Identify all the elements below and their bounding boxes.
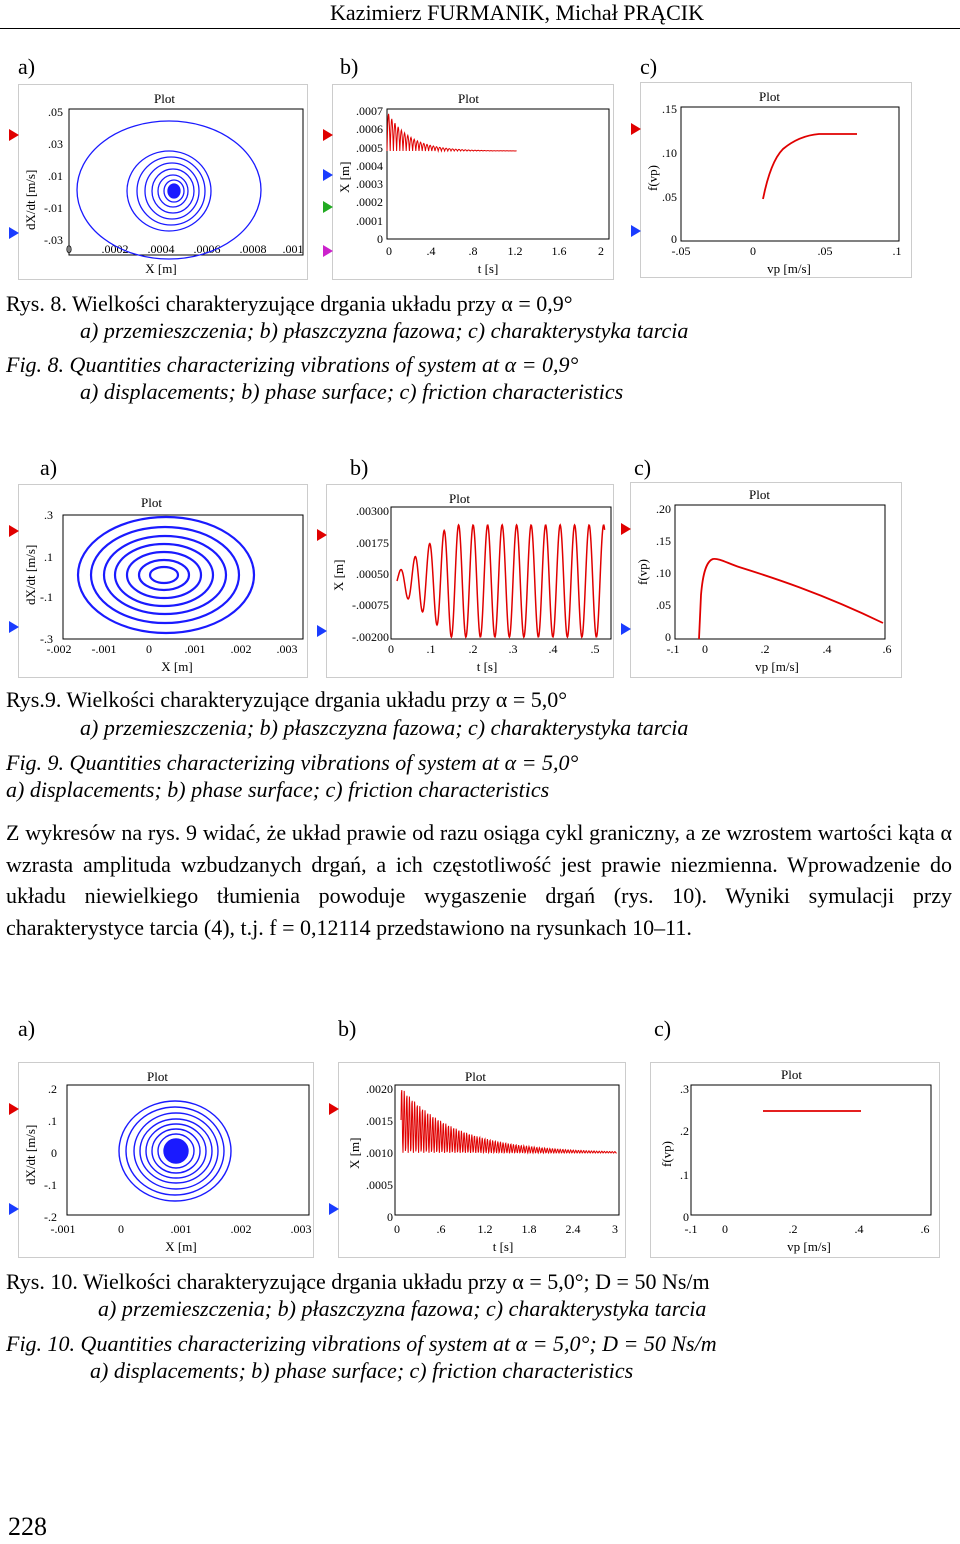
y-tick: .00175 <box>356 536 389 550</box>
x-tick: .4 <box>854 1222 864 1236</box>
y-ticks <box>366 1082 393 1224</box>
plot-title: Plot <box>465 1069 486 1084</box>
x-tick: .0006 <box>193 242 221 256</box>
plot-friction <box>640 82 912 278</box>
x-tick: 0 <box>66 242 72 256</box>
plot-phase <box>18 84 308 280</box>
y-tick: .01 <box>48 169 63 183</box>
x-ticks <box>667 642 892 656</box>
panel-letter: a) <box>18 1016 36 1041</box>
header-authors: Kazimierz FURMANIK, Michał PRĄCIK <box>330 0 704 25</box>
y-axis-label: dX/dt [m/s] <box>23 1124 38 1185</box>
y-tick: -.00200 <box>352 630 389 644</box>
plot-frame <box>691 1085 931 1215</box>
caption-en-line2: a) displacements; b) phase surface; c) friction characteristics <box>80 379 624 404</box>
y-tick: .0001 <box>356 214 383 228</box>
plot-displacement <box>332 84 614 280</box>
marker-red-icon <box>329 1103 339 1115</box>
caption-pl-line2: a) przemieszczenia; b) płaszczyzna fazowa; c) charakterystyka tarcia <box>80 318 689 343</box>
x-tick: .4 <box>822 642 832 656</box>
x-tick: .2 <box>788 1222 798 1236</box>
y-tick: .03 <box>48 137 63 151</box>
panel-letter: c) <box>634 455 652 480</box>
side-markers <box>9 129 19 239</box>
marker-red-icon <box>9 129 19 141</box>
x-axis-label: t [s] <box>492 1239 514 1254</box>
plot-title: Plot <box>781 1067 802 1082</box>
side-markers <box>9 1103 19 1215</box>
marker-blue-icon <box>9 1203 19 1215</box>
x-tick: 0 <box>386 244 392 258</box>
x-tick: .001 <box>170 1222 192 1236</box>
plot-frame <box>675 505 885 639</box>
y-tick: -.1 <box>44 1178 57 1192</box>
x-tick: .2 <box>760 642 770 656</box>
x-ticks <box>672 244 902 258</box>
x-axis-label: t [s] <box>476 659 498 674</box>
x-tick: .002 <box>230 1222 252 1236</box>
x-axis-label: vp [m/s] <box>767 261 811 276</box>
x-tick: 1.6 <box>551 244 567 258</box>
time-series-curve <box>397 525 605 637</box>
x-ticks <box>386 244 604 258</box>
marker-blue-icon <box>317 625 327 637</box>
y-ticks <box>656 502 671 644</box>
x-tick: 1.2 <box>507 244 523 258</box>
y-tick: .0002 <box>356 195 383 209</box>
x-tick: 0 <box>388 642 394 656</box>
plot-title: Plot <box>458 91 479 106</box>
y-axis-label: f(vp) <box>645 165 660 191</box>
x-tick: -.001 <box>91 642 117 656</box>
y-axis-label: f(vp) <box>635 559 650 585</box>
x-tick: .8 <box>468 244 478 258</box>
y-tick: 0 <box>377 232 383 246</box>
panel-letter: b) <box>350 455 369 480</box>
plot-title: Plot <box>141 495 162 510</box>
y-tick: -.3 <box>40 632 53 646</box>
y-tick: .0020 <box>366 1082 393 1096</box>
time-series-curve <box>401 1090 617 1153</box>
plot-friction <box>650 1062 940 1258</box>
phase-trajectory <box>77 121 261 259</box>
x-tick: .1 <box>892 244 902 258</box>
x-tick: .4 <box>426 244 436 258</box>
panel-letter: c) <box>640 54 658 79</box>
x-axis-label: X [m] <box>145 261 177 276</box>
x-tick: .6 <box>436 1222 446 1236</box>
y-tick: -.03 <box>44 233 63 247</box>
caption-pl-line1: Rys. 10. Wielkości charakteryzujące drgania układu przy α = 5,0°; D = 50 Ns/m <box>6 1269 710 1294</box>
y-ticks <box>44 1082 57 1224</box>
x-tick: .6 <box>920 1222 930 1236</box>
y-tick: .0007 <box>356 104 383 118</box>
plot-frame <box>63 515 303 639</box>
y-tick: .20 <box>656 502 671 516</box>
marker-red-icon <box>323 129 333 141</box>
side-markers <box>323 129 333 257</box>
body-paragraph: Z wykresów na rys. 9 widać, że układ prawie od razu osiąga cykl graniczny, a ze wzrostem wartości kąta α wzrasta amplituda wzbudzanych drgań, a ich częstotliwość jest prawie niezmienna. Wprowadzenie do układu niewielkiego tłumienia powoduje wygaszenie drgań (rys. 10). Wyniki symulacji przy charakterystyce tarcia (4), t.j. f = 0,12114 przedstawiono na rysunkach 10–11. <box>6 820 952 940</box>
marker-blue-icon <box>631 225 641 237</box>
plot-title: Plot <box>759 89 780 104</box>
y-axis-label: X [m] <box>337 161 352 193</box>
y-axis-label: X [m] <box>331 559 346 591</box>
y-tick: 0 <box>387 1210 393 1224</box>
y-tick: 0 <box>51 1146 57 1160</box>
x-ticks <box>47 642 298 656</box>
plot-title: Plot <box>154 91 175 106</box>
plot-phase <box>18 1062 314 1258</box>
plot-displacement <box>326 484 614 678</box>
y-tick: .0004 <box>356 159 383 173</box>
y-tick: .15 <box>656 534 671 548</box>
y-tick: -.2 <box>44 1210 57 1224</box>
plot-title: Plot <box>147 1069 168 1084</box>
x-tick: .003 <box>290 1222 312 1236</box>
y-ticks <box>356 104 383 246</box>
time-series-curve <box>387 114 517 151</box>
y-tick: .05 <box>656 598 671 612</box>
x-axis-label: vp [m/s] <box>755 659 799 674</box>
y-tick: 0 <box>665 630 671 644</box>
y-tick: 0 <box>671 232 677 246</box>
x-axis-label: t [s] <box>477 261 499 276</box>
x-tick: .4 <box>548 642 558 656</box>
friction-curve <box>763 134 857 199</box>
y-tick: .0015 <box>366 1114 393 1128</box>
y-tick: -.01 <box>44 201 63 215</box>
running-header <box>0 0 960 29</box>
plot-title: Plot <box>749 487 770 502</box>
x-tick: .1 <box>426 642 436 656</box>
x-axis-label: vp [m/s] <box>787 1239 831 1254</box>
caption-pl-line1: Rys.9. Wielkości charakteryzujące drgania układu przy α = 5,0° <box>6 687 568 712</box>
caption-en-line2: a) displacements; b) phase surface; c) friction characteristics <box>6 777 550 802</box>
caption-en-line1: Fig. 9. Quantities characterizing vibrations of system at α = 5,0° <box>6 750 579 775</box>
phase-trajectory <box>78 517 254 633</box>
marker-red-icon <box>631 123 641 135</box>
y-tick: .1 <box>48 1114 57 1128</box>
y-tick: .0010 <box>366 1146 393 1160</box>
plot-title: Plot <box>449 491 470 506</box>
panel-letter: a) <box>40 455 58 480</box>
x-tick: 2.4 <box>565 1222 581 1236</box>
x-tick: 0 <box>722 1222 728 1236</box>
x-tick: .5 <box>590 642 600 656</box>
marker-blue-icon <box>323 169 333 181</box>
y-tick: .05 <box>662 190 677 204</box>
x-axis-label: X [m] <box>161 659 193 674</box>
y-tick: .15 <box>662 102 677 116</box>
side-markers <box>329 1103 339 1215</box>
y-tick: .0005 <box>356 141 383 155</box>
y-tick: .00050 <box>356 567 389 581</box>
x-tick: -.001 <box>50 1222 76 1236</box>
marker-blue-icon <box>621 623 631 635</box>
y-tick: 0 <box>683 1210 689 1224</box>
marker-red-icon <box>9 1103 19 1115</box>
panel-letter: c) <box>654 1016 672 1041</box>
y-ticks <box>44 105 63 247</box>
x-tick: .002 <box>230 642 252 656</box>
x-tick: 0 <box>750 244 756 258</box>
y-tick: .00300 <box>356 504 389 518</box>
side-markers <box>631 123 641 237</box>
x-tick: .0002 <box>101 242 129 256</box>
x-tick: 3 <box>612 1222 618 1236</box>
y-tick: .10 <box>656 566 671 580</box>
x-ticks <box>66 242 304 256</box>
x-tick: .3 <box>508 642 518 656</box>
phase-trajectory <box>119 1101 231 1201</box>
y-tick: .3 <box>680 1082 689 1096</box>
x-tick: 0 <box>146 642 152 656</box>
y-ticks <box>352 504 389 644</box>
y-tick: .0003 <box>356 177 383 191</box>
x-tick: 0 <box>118 1222 124 1236</box>
x-tick: -.002 <box>46 642 72 656</box>
y-axis-label: f(vp) <box>659 1141 674 1167</box>
x-ticks <box>394 1222 618 1236</box>
side-markers <box>9 525 19 633</box>
x-tick: .003 <box>276 642 298 656</box>
caption-pl-line2: a) przemieszczenia; b) płaszczyzna fazowa; c) charakterystyka tarcia <box>80 715 689 740</box>
x-tick: 2 <box>598 244 604 258</box>
x-tick: .001 <box>184 642 206 656</box>
y-tick: .05 <box>48 105 63 119</box>
y-tick: .3 <box>44 508 53 522</box>
y-tick: .2 <box>48 1082 57 1096</box>
y-tick: -.00075 <box>352 598 389 612</box>
marker-red-icon <box>9 525 19 537</box>
marker-blue-icon <box>9 227 19 239</box>
marker-red-icon <box>621 523 631 535</box>
x-tick: .05 <box>817 244 833 258</box>
side-markers <box>621 523 631 635</box>
side-markers <box>317 529 327 637</box>
caption-pl-line2: a) przemieszczenia; b) płaszczyzna fazowa; c) charakterystyka tarcia <box>98 1296 707 1321</box>
marker-blue-icon <box>329 1203 339 1215</box>
x-tick: 0 <box>702 642 708 656</box>
x-tick: .001 <box>282 242 304 256</box>
caption-en-line1: Fig. 10. Quantities characterizing vibrations of system at α = 5,0°; D = 50 Ns/m <box>6 1331 717 1356</box>
x-tick: 1.8 <box>521 1222 537 1236</box>
y-tick: .0005 <box>366 1178 393 1192</box>
x-axis-label: X [m] <box>165 1239 197 1254</box>
y-tick: .10 <box>662 146 677 160</box>
y-tick: .0006 <box>356 122 383 136</box>
y-ticks <box>680 1082 689 1224</box>
y-tick: .2 <box>680 1124 689 1138</box>
marker-magenta-icon <box>323 245 333 257</box>
marker-red-icon <box>317 529 327 541</box>
plot-frame <box>387 109 609 239</box>
x-ticks <box>388 642 600 656</box>
y-ticks <box>662 102 677 246</box>
plot-frame <box>681 107 899 241</box>
x-tick: .0008 <box>239 242 267 256</box>
x-ticks <box>51 1222 312 1236</box>
y-axis-label: dX/dt [m/s] <box>23 544 38 605</box>
caption-en-line1: Fig. 8. Quantities characterizing vibrations of system at α = 0,9° <box>6 352 579 377</box>
y-tick: -.1 <box>40 590 53 604</box>
marker-green-icon <box>323 201 333 213</box>
x-tick: 0 <box>394 1222 400 1236</box>
friction-curve <box>699 559 883 639</box>
x-tick: -.05 <box>671 244 691 258</box>
x-tick: .0004 <box>147 242 175 256</box>
x-tick: -.1 <box>684 1222 698 1236</box>
plot-displacement <box>338 1062 626 1258</box>
y-tick: .1 <box>44 550 53 564</box>
y-ticks <box>40 508 53 646</box>
caption-pl-line1: Rys. 8. Wielkości charakteryzujące drgania układu przy α = 0,9° <box>6 291 573 316</box>
y-axis-label: X [m] <box>347 1137 362 1169</box>
plot-phase <box>18 484 308 678</box>
x-tick: 1.2 <box>477 1222 493 1236</box>
panel-letter: b) <box>340 54 359 79</box>
plot-friction <box>630 482 902 678</box>
x-ticks <box>685 1222 930 1236</box>
x-tick: .2 <box>468 642 478 656</box>
x-tick: .6 <box>882 642 892 656</box>
page-number: 228 <box>8 1512 47 1541</box>
x-tick: -.1 <box>666 642 680 656</box>
y-tick: .1 <box>680 1168 689 1182</box>
caption-en-line2: a) displacements; b) phase surface; c) friction characteristics <box>90 1358 634 1383</box>
panel-letter: a) <box>18 54 36 79</box>
panel-letter: b) <box>338 1016 357 1041</box>
marker-blue-icon <box>9 621 19 633</box>
y-axis-label: dX/dt [m/s] <box>23 169 38 230</box>
